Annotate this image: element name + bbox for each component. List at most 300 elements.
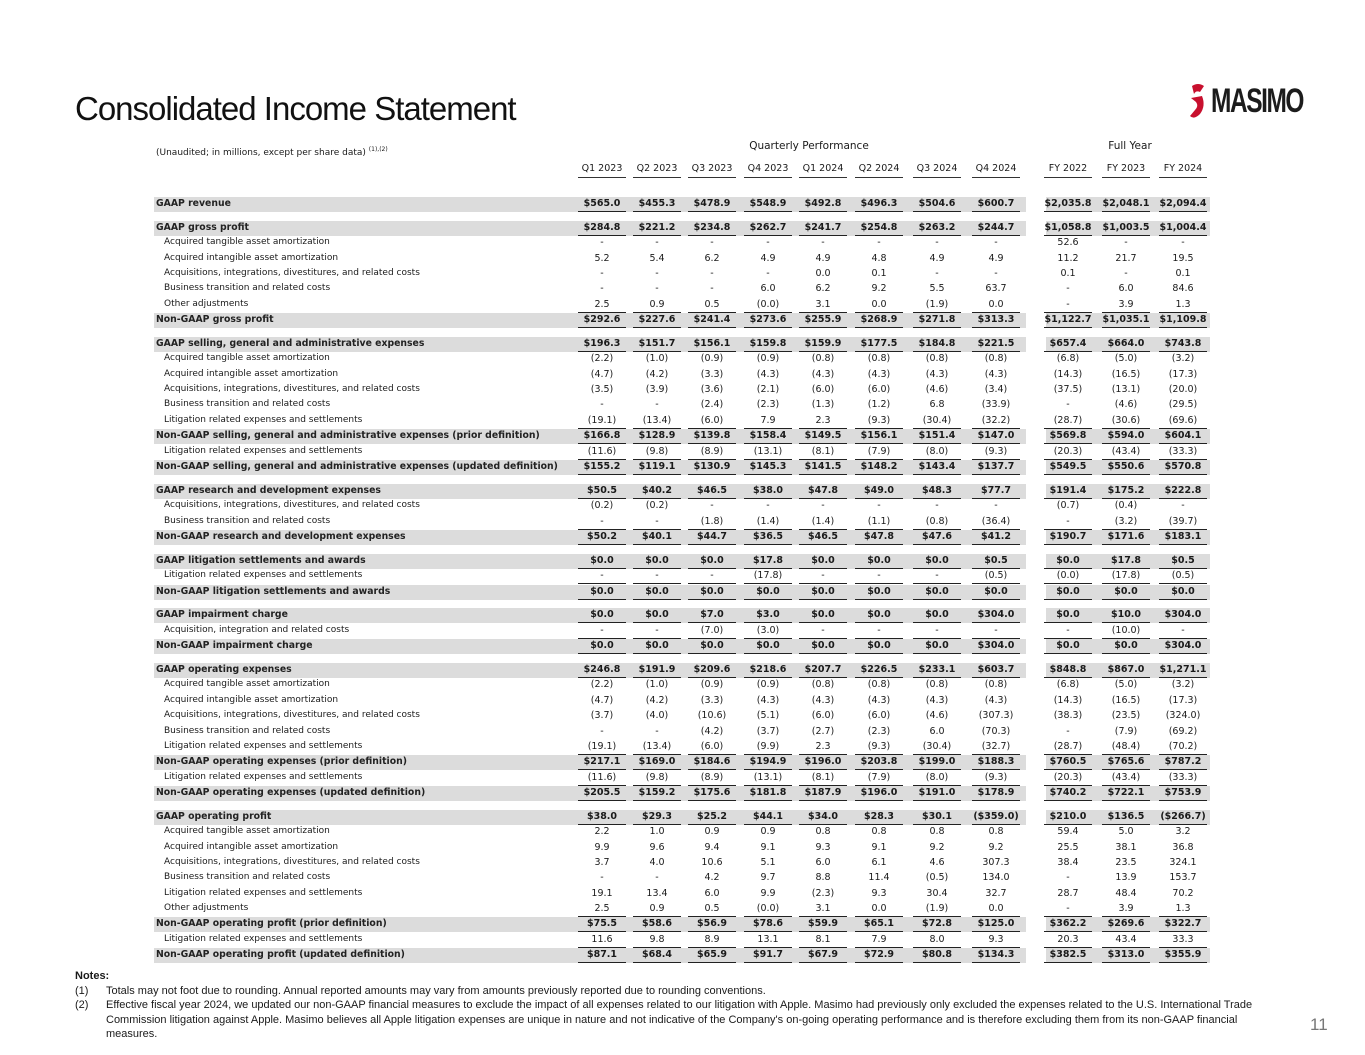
cell-value: $209.6 bbox=[693, 664, 731, 676]
adjustment-row bbox=[0, 252, 1365, 267]
masimo-logo-text: MASIMO bbox=[1211, 81, 1304, 120]
cell-underline bbox=[799, 544, 847, 545]
cell-value: 5.5 bbox=[929, 283, 945, 295]
cell-value: 3.2 bbox=[1175, 826, 1191, 838]
cell-value: $0.0 bbox=[1056, 609, 1080, 621]
cell-value: 6.2 bbox=[704, 252, 720, 264]
cell-value: (0.9) bbox=[756, 679, 780, 691]
cell-value: (2.1) bbox=[756, 384, 780, 396]
cell-value: (2.3) bbox=[756, 399, 780, 411]
cell-underline bbox=[744, 327, 792, 328]
cell-value: $136.5 bbox=[1107, 810, 1145, 822]
adjustment-row bbox=[0, 236, 1365, 251]
adjustment-row bbox=[0, 709, 1365, 724]
cell-value: 38.4 bbox=[1057, 856, 1079, 868]
adjustment-row bbox=[0, 352, 1365, 367]
adjustment-row bbox=[0, 267, 1365, 282]
cell-value: $664.0 bbox=[1107, 338, 1145, 349]
row-label: GAAP gross profit bbox=[156, 221, 249, 233]
column-header-underline bbox=[633, 177, 681, 178]
cell-value: (4.3) bbox=[867, 694, 891, 706]
cell-underline bbox=[1102, 474, 1150, 475]
cell-value: (0.2) bbox=[645, 500, 669, 512]
cell-value: 3.1 bbox=[815, 902, 831, 914]
cell-underline bbox=[633, 653, 681, 654]
cell-value: $268.9 bbox=[860, 314, 898, 326]
cell-underline bbox=[633, 800, 681, 801]
note-text: Totals may not foot due to rounding. Annual reported amounts may vary from amounts previously reported due to rounding conventions. bbox=[106, 984, 766, 997]
column-header: Q3 2024 bbox=[916, 163, 958, 174]
cell-value: (1.0) bbox=[645, 353, 669, 365]
total-row bbox=[0, 460, 1365, 475]
adjustment-row bbox=[0, 740, 1365, 755]
cell-value: - bbox=[1066, 725, 1070, 737]
cell-value: (33.3) bbox=[1168, 771, 1198, 783]
cell-value: (6.0) bbox=[811, 710, 835, 722]
cell-value: - bbox=[1066, 515, 1070, 527]
notes-section bbox=[75, 969, 1275, 1042]
cell-value: 13.4 bbox=[646, 887, 668, 899]
cell-underline bbox=[633, 962, 681, 963]
cell-value: - bbox=[600, 624, 604, 636]
cell-value: 11.2 bbox=[1057, 252, 1079, 264]
cell-value: 4.9 bbox=[929, 252, 945, 264]
cell-value: (36.4) bbox=[981, 515, 1011, 527]
cell-value: 6.0 bbox=[929, 725, 945, 737]
cell-value: 63.7 bbox=[985, 283, 1007, 295]
cell-value: (70.3) bbox=[981, 725, 1011, 737]
cell-value: 3.9 bbox=[1118, 902, 1134, 914]
cell-value: - bbox=[710, 283, 714, 295]
cell-value: 5.2 bbox=[594, 252, 610, 264]
column-header-underline bbox=[913, 177, 961, 178]
cell-value: (9.3) bbox=[867, 414, 891, 426]
cell-value: (0.4) bbox=[1114, 500, 1138, 512]
row-label: Business transition and related costs bbox=[164, 872, 331, 883]
cell-value: (33.3) bbox=[1168, 445, 1198, 457]
cell-underline bbox=[855, 800, 903, 801]
cell-underline bbox=[972, 211, 1020, 212]
cell-underline bbox=[744, 800, 792, 801]
cell-value: $244.7 bbox=[977, 221, 1015, 233]
column-header: Q2 2023 bbox=[636, 163, 678, 174]
cell-value: (4.3) bbox=[811, 368, 835, 380]
cell-value: - bbox=[994, 624, 998, 636]
cell-underline bbox=[688, 962, 736, 963]
cell-value: $77.7 bbox=[980, 484, 1012, 496]
cell-value: $169.0 bbox=[638, 756, 676, 768]
cell-value: $0.0 bbox=[867, 609, 891, 621]
cell-value: 0.0 bbox=[988, 902, 1004, 914]
cell-value: (1.3) bbox=[811, 399, 835, 411]
cell-value: 6.0 bbox=[815, 856, 831, 868]
cell-value: 70.2 bbox=[1172, 887, 1194, 899]
cell-value: - bbox=[1066, 872, 1070, 884]
column-header-underline bbox=[1044, 177, 1092, 178]
column-header-underline bbox=[578, 177, 626, 178]
total-row bbox=[0, 585, 1365, 600]
cell-value: (70.2) bbox=[1168, 740, 1198, 752]
cell-value: $455.3 bbox=[638, 198, 676, 209]
cell-value: (19.1) bbox=[587, 740, 617, 752]
row-label: Acquired tangible asset amortization bbox=[164, 679, 330, 690]
row-label: Litigation related expenses and settlements bbox=[164, 933, 363, 944]
cell-value: 0.8 bbox=[929, 826, 945, 838]
cell-value: $221.2 bbox=[638, 221, 676, 233]
cell-value: $217.1 bbox=[583, 756, 621, 768]
cell-value: $25.2 bbox=[696, 810, 728, 822]
note-1 bbox=[75, 984, 1275, 999]
cell-value: 8.0 bbox=[929, 933, 945, 945]
cell-value: 0.9 bbox=[649, 298, 665, 310]
cell-value: $128.9 bbox=[638, 430, 676, 442]
total-row bbox=[0, 663, 1365, 678]
cell-value: $0.5 bbox=[1171, 554, 1195, 566]
cell-value: 9.9 bbox=[594, 841, 610, 853]
cell-value: - bbox=[1066, 298, 1070, 310]
cell-value: 6.8 bbox=[929, 399, 945, 411]
cell-value: - bbox=[600, 283, 604, 295]
cell-value: $17.8 bbox=[1110, 554, 1142, 566]
cell-value: $1,058.8 bbox=[1044, 221, 1092, 233]
cell-value: (28.7) bbox=[1053, 740, 1083, 752]
row-label: Acquisitions, integrations, divestitures, and related costs bbox=[164, 856, 420, 867]
cell-value: $227.6 bbox=[638, 314, 676, 326]
cell-value: $313.3 bbox=[977, 314, 1015, 326]
cell-value: $41.2 bbox=[980, 530, 1012, 542]
cell-value: (9.3) bbox=[867, 740, 891, 752]
cell-value: 43.4 bbox=[1115, 933, 1137, 945]
adjustment-row bbox=[0, 771, 1365, 786]
cell-value: 4.6 bbox=[929, 856, 945, 868]
row-label: Acquired intangible asset amortization bbox=[164, 841, 339, 852]
cell-underline bbox=[1102, 327, 1150, 328]
masimo-logo-icon bbox=[1188, 80, 1208, 122]
cell-underline bbox=[744, 962, 792, 963]
cell-value: (0.8) bbox=[925, 515, 949, 527]
cell-value: 2.5 bbox=[594, 902, 610, 914]
cell-value: 9.6 bbox=[649, 841, 665, 853]
cell-value: - bbox=[935, 570, 939, 582]
cell-value: (33.9) bbox=[981, 399, 1011, 411]
cell-value: 0.0 bbox=[871, 902, 887, 914]
cell-underline bbox=[1044, 211, 1092, 212]
cell-value: 5.4 bbox=[649, 252, 665, 264]
cell-value: 5.0 bbox=[1118, 826, 1134, 838]
cell-value: 9.9 bbox=[760, 887, 776, 899]
cell-value: $0.0 bbox=[700, 554, 724, 566]
cell-value: (43.4) bbox=[1111, 445, 1141, 457]
cell-value: 20.3 bbox=[1057, 933, 1079, 945]
cell-value: - bbox=[1066, 399, 1070, 411]
cell-value: $207.7 bbox=[804, 664, 842, 676]
cell-value: (9.8) bbox=[645, 771, 669, 783]
cell-value: $0.0 bbox=[811, 554, 835, 566]
cell-underline bbox=[799, 800, 847, 801]
cell-value: (9.9) bbox=[756, 740, 780, 752]
cell-value: $565.0 bbox=[583, 198, 621, 209]
cell-value: - bbox=[710, 268, 714, 279]
cell-value: $159.2 bbox=[638, 786, 676, 798]
cell-value: $304.0 bbox=[1164, 640, 1202, 652]
row-label: Non-GAAP operating profit (updated definition) bbox=[156, 949, 405, 960]
row-label: Non-GAAP impairment charge bbox=[156, 640, 313, 652]
cell-value: $156.1 bbox=[860, 430, 898, 442]
row-label: GAAP research and development expenses bbox=[156, 484, 381, 496]
cell-value: $137.7 bbox=[977, 460, 1015, 472]
cell-value: $0.0 bbox=[700, 640, 724, 652]
cell-value: $56.9 bbox=[696, 918, 728, 930]
cell-value: (3.4) bbox=[984, 384, 1008, 396]
cell-underline bbox=[972, 327, 1020, 328]
cell-value: 9.1 bbox=[871, 841, 887, 853]
cell-value: $0.0 bbox=[811, 640, 835, 652]
cell-value: - bbox=[655, 399, 659, 411]
cell-value: $570.8 bbox=[1164, 460, 1202, 472]
cell-underline bbox=[1159, 599, 1207, 600]
cell-value: (4.3) bbox=[756, 694, 780, 706]
cell-value: (0.7) bbox=[1056, 500, 1080, 512]
cell-underline bbox=[1044, 474, 1092, 475]
row-label: Non-GAAP operating expenses (updated definition) bbox=[156, 786, 426, 798]
cell-value: 153.7 bbox=[1169, 872, 1197, 884]
cell-value: (0.8) bbox=[925, 679, 949, 691]
cell-underline bbox=[913, 599, 961, 600]
cell-value: $148.2 bbox=[860, 460, 898, 472]
cell-underline bbox=[972, 962, 1020, 963]
cell-value: - bbox=[821, 570, 825, 582]
cell-value: $760.5 bbox=[1049, 756, 1087, 768]
cell-value: $0.0 bbox=[925, 585, 949, 597]
cell-value: 1.0 bbox=[649, 826, 665, 838]
cell-value: $91.7 bbox=[752, 949, 784, 960]
cell-underline bbox=[688, 211, 736, 212]
cell-value: 6.2 bbox=[815, 283, 831, 295]
cell-value: 0.1 bbox=[871, 268, 887, 279]
cell-value: $175.6 bbox=[693, 786, 731, 798]
cell-value: (19.1) bbox=[587, 414, 617, 426]
masimo-logo bbox=[1188, 80, 1339, 122]
cell-value: (3.3) bbox=[700, 368, 724, 380]
cell-value: (6.8) bbox=[1056, 679, 1080, 691]
cell-value: 9.2 bbox=[988, 841, 1004, 853]
cell-value: (9.8) bbox=[645, 445, 669, 457]
total-row bbox=[0, 639, 1365, 654]
cell-value: $49.0 bbox=[863, 484, 895, 496]
cell-value: (13.1) bbox=[753, 771, 783, 783]
cell-value: $184.8 bbox=[918, 338, 956, 349]
cell-value: $47.6 bbox=[921, 530, 953, 542]
cell-underline bbox=[855, 544, 903, 545]
cell-value: $34.0 bbox=[807, 810, 839, 822]
cell-underline bbox=[913, 800, 961, 801]
cell-value: (3.9) bbox=[645, 384, 669, 396]
adjustment-row bbox=[0, 871, 1365, 886]
cell-value: $181.8 bbox=[749, 786, 787, 798]
cell-value: (7.0) bbox=[700, 624, 724, 636]
cell-underline bbox=[1159, 544, 1207, 545]
cell-value: (8.0) bbox=[925, 445, 949, 457]
cell-value: (2.2) bbox=[590, 353, 614, 365]
cell-value: $743.8 bbox=[1164, 338, 1202, 349]
cell-value: $46.5 bbox=[696, 484, 728, 496]
cell-value: (4.3) bbox=[756, 368, 780, 380]
cell-value: $657.4 bbox=[1049, 338, 1087, 349]
full-year-header: Full Year bbox=[1108, 140, 1152, 152]
cell-value: $1,004.4 bbox=[1159, 221, 1207, 233]
total-row bbox=[0, 429, 1365, 444]
cell-value: 9.8 bbox=[649, 933, 665, 945]
cell-value: (32.7) bbox=[981, 740, 1011, 752]
cell-underline bbox=[633, 474, 681, 475]
cell-value: $246.8 bbox=[583, 664, 621, 676]
cell-value: $147.0 bbox=[977, 430, 1015, 442]
cell-value: $0.0 bbox=[1056, 585, 1080, 597]
cell-underline bbox=[799, 599, 847, 600]
cell-value: $171.6 bbox=[1107, 530, 1145, 542]
cell-value: $50.5 bbox=[586, 484, 618, 496]
cell-value: (28.7) bbox=[1053, 414, 1083, 426]
cell-value: $156.1 bbox=[693, 338, 731, 349]
cell-value: 21.7 bbox=[1115, 252, 1137, 264]
cell-value: (17.3) bbox=[1168, 694, 1198, 706]
cell-underline bbox=[578, 327, 626, 328]
cell-value: $30.1 bbox=[921, 810, 953, 822]
cell-value: $0.0 bbox=[645, 554, 669, 566]
cell-value: (32.2) bbox=[981, 414, 1011, 426]
cell-value: - bbox=[600, 237, 604, 249]
cell-value: 2.3 bbox=[815, 740, 831, 752]
cell-underline bbox=[913, 653, 961, 654]
row-label: Other adjustments bbox=[164, 298, 249, 309]
cell-value: (8.1) bbox=[811, 771, 835, 783]
cell-underline bbox=[578, 962, 626, 963]
row-label: Litigation related expenses and settlements bbox=[164, 414, 363, 425]
cell-value: (4.3) bbox=[867, 368, 891, 380]
cell-value: $304.0 bbox=[1164, 609, 1202, 621]
cell-underline bbox=[578, 544, 626, 545]
cell-value: $0.0 bbox=[645, 609, 669, 621]
column-header: Q3 2023 bbox=[691, 163, 733, 174]
cell-value: - bbox=[655, 872, 659, 884]
cell-value: (17.8) bbox=[753, 570, 783, 582]
cell-value: (10.6) bbox=[697, 710, 727, 722]
cell-value: $203.8 bbox=[860, 756, 898, 768]
cell-value: $28.3 bbox=[863, 810, 895, 822]
cell-value: $269.6 bbox=[1107, 918, 1145, 930]
cell-value: $130.9 bbox=[693, 460, 731, 472]
cell-value: 9.3 bbox=[988, 933, 1004, 945]
cell-value: - bbox=[1124, 268, 1128, 279]
cell-value: (4.7) bbox=[590, 368, 614, 380]
cell-value: 4.8 bbox=[871, 252, 887, 264]
cell-underline bbox=[1044, 599, 1092, 600]
cell-value: - bbox=[766, 268, 770, 279]
cell-value: (4.3) bbox=[984, 694, 1008, 706]
cell-value: (3.7) bbox=[590, 710, 614, 722]
row-label: Business transition and related costs bbox=[164, 725, 331, 736]
total-row bbox=[0, 755, 1365, 770]
cell-value: $0.0 bbox=[756, 585, 780, 597]
column-header: FY 2023 bbox=[1106, 163, 1146, 174]
row-label: Acquired intangible asset amortization bbox=[164, 368, 339, 379]
cell-value: $177.5 bbox=[860, 338, 898, 349]
cell-value: $548.9 bbox=[749, 198, 787, 209]
cell-value: 13.9 bbox=[1115, 872, 1137, 884]
row-label: Non-GAAP operating expenses (prior definition) bbox=[156, 756, 407, 768]
cell-value: - bbox=[1181, 500, 1185, 512]
cell-value: 48.4 bbox=[1115, 887, 1137, 899]
cell-value: 9.3 bbox=[871, 887, 887, 899]
cell-value: (6.8) bbox=[1056, 353, 1080, 365]
total-row bbox=[0, 608, 1365, 623]
cell-underline bbox=[578, 474, 626, 475]
cell-value: (6.0) bbox=[867, 710, 891, 722]
cell-value: 6.0 bbox=[760, 283, 776, 295]
cell-value: $44.7 bbox=[696, 530, 728, 542]
cell-value: - bbox=[600, 570, 604, 582]
cell-value: $3.0 bbox=[756, 609, 780, 621]
cell-value: $72.9 bbox=[863, 949, 895, 960]
cell-value: (3.6) bbox=[700, 384, 724, 396]
cell-value: $199.0 bbox=[918, 756, 956, 768]
cell-value: - bbox=[655, 268, 659, 279]
cell-value: $58.6 bbox=[641, 918, 673, 930]
cell-value: $188.3 bbox=[977, 756, 1015, 768]
cell-value: (30.4) bbox=[922, 740, 952, 752]
cell-value: - bbox=[821, 500, 825, 512]
cell-value: 4.9 bbox=[815, 252, 831, 264]
cell-value: (20.0) bbox=[1168, 384, 1198, 396]
cell-value: 4.0 bbox=[649, 856, 665, 868]
cell-value: $0.0 bbox=[590, 640, 614, 652]
cell-value: $125.0 bbox=[977, 918, 1015, 930]
cell-underline bbox=[799, 653, 847, 654]
cell-value: 2.3 bbox=[815, 414, 831, 426]
note-number: (2) bbox=[75, 999, 89, 1011]
cell-value: (16.5) bbox=[1111, 694, 1141, 706]
row-label: GAAP litigation settlements and awards bbox=[156, 554, 366, 566]
cell-value: $87.1 bbox=[586, 949, 618, 960]
cell-value: - bbox=[1066, 624, 1070, 636]
cell-value: (307.3) bbox=[978, 710, 1014, 722]
cell-value: - bbox=[655, 237, 659, 249]
cell-underline bbox=[913, 211, 961, 212]
cell-value: (4.2) bbox=[700, 725, 724, 737]
cell-value: 0.9 bbox=[649, 902, 665, 914]
cell-value: (1.4) bbox=[811, 515, 835, 527]
cell-value: 0.0 bbox=[988, 298, 1004, 310]
cell-value: $1,271.1 bbox=[1159, 664, 1207, 676]
cell-value: 0.1 bbox=[1175, 268, 1191, 279]
cell-value: 0.5 bbox=[704, 298, 720, 310]
adjustment-row bbox=[0, 445, 1365, 460]
adjustment-row bbox=[0, 282, 1365, 297]
column-headers bbox=[0, 163, 1365, 179]
cell-value: 8.1 bbox=[815, 933, 831, 945]
row-label: GAAP operating expenses bbox=[156, 664, 292, 676]
column-header: Q1 2023 bbox=[581, 163, 623, 174]
cell-value: (1.1) bbox=[867, 515, 891, 527]
cell-value: (4.7) bbox=[590, 694, 614, 706]
cell-underline bbox=[855, 653, 903, 654]
cell-value: - bbox=[600, 515, 604, 527]
row-label: Litigation related expenses and settlements bbox=[164, 445, 363, 456]
cell-value: (14.3) bbox=[1053, 694, 1083, 706]
cell-underline bbox=[855, 327, 903, 328]
cell-underline bbox=[913, 474, 961, 475]
cell-value: $234.8 bbox=[693, 221, 731, 233]
